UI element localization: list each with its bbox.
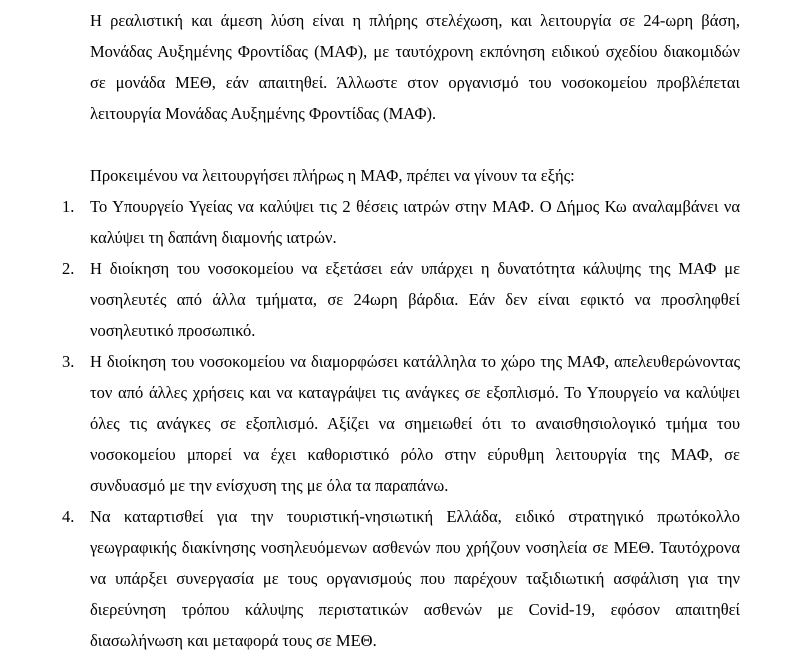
numbered-list (62, 191, 740, 656)
list-item (62, 191, 740, 253)
list-item-text: Το Υπουργείο Υγείας να καλύψει τις 2 θέσεις ιατρών στην ΜΑΦ. Ο Δήμος Κω αναλαμβάνει να καλύψει τη δαπάνη διαμονής ιατρών. (90, 197, 740, 247)
list-item (62, 253, 740, 346)
document-page (62, 0, 740, 656)
list-item-text: Η διοίκηση του νοσοκομείου να διαμορφώσει κατάλληλα το χώρο της ΜΑΦ, απελευθερώνοντας τον από άλλες χρήσεις και να καταγράψει τις ανάγκες σε εξοπλισμό. Το Υπουργείο να καλύψει όλες τις ανάγκες σε εξοπλισμό. Αξίζει να σημειωθεί ότι το αναισθησιολογικό τμήμα του νοσοκομείου μπορεί να έχει καθοριστικό ρόλο στην εύρυθμη λειτουργία της ΜΑΦ, σε συνδυασμό με την ενίσχυση της με όλα τα παραπάνω. (90, 352, 740, 495)
lead-sentence: Προκειμένου να λειτουργήσει πλήρως η ΜΑΦ, πρέπει να γίνουν τα εξής: (90, 166, 575, 185)
list-item-number: 3. (62, 352, 75, 371)
list-item (62, 501, 740, 656)
list-item-number: 4. (62, 507, 75, 526)
list-item-text: Να καταρτισθεί για την τουριστική-νησιωτική Ελλάδα, ειδικό στρατηγικό πρωτόκολλο γεωγραφικής διακίνησης νοσηλευόμενων ασθενών που χρήζουν νοσηλεία σε ΜΕΘ. Ταυτόχρονα να υπάρξει συνεργασία με τους οργανισμούς που παρέχουν ταξιδιωτική ασφάλιση για την διερεύνηση τρόπου κάλυψης περιστατικών ασθενών με Covid-19, εφόσον απαιτηθεί διασωλήνωση και μεταφορά τους σε ΜΕΘ. (90, 507, 740, 650)
list-item-text: Η διοίκηση του νοσοκομείου να εξετάσει εάν υπάρχει η δυνατότητα κάλυψης της ΜΑΦ με νοσηλευτές από άλλα τμήματα, σε 24ωρη βάρδια. Εάν δεν είναι εφικτό να προσληφθεί νοσηλευτικό προσωπικό. (90, 259, 740, 340)
intro-paragraph: Η ρεαλιστική και άμεση λύση είναι η πλήρης στελέχωση, και λειτουργία σε 24-ωρη βάση, Μονάδας Αυξημένης Φροντίδας (ΜΑΦ), με ταυτόχρονη εκπόνηση ειδικού σχεδίου διακομιδών σε μονάδα ΜΕΘ, εάν απαιτηθεί. Άλλωστε στον οργανισμό του νοσοκομείου προβλέπεται λειτουργία Μονάδας Αυξημένης Φροντίδας (ΜΑΦ). (90, 11, 740, 123)
list-item-number: 1. (62, 197, 75, 216)
list-item-number: 2. (62, 259, 75, 278)
list-item (62, 346, 740, 501)
